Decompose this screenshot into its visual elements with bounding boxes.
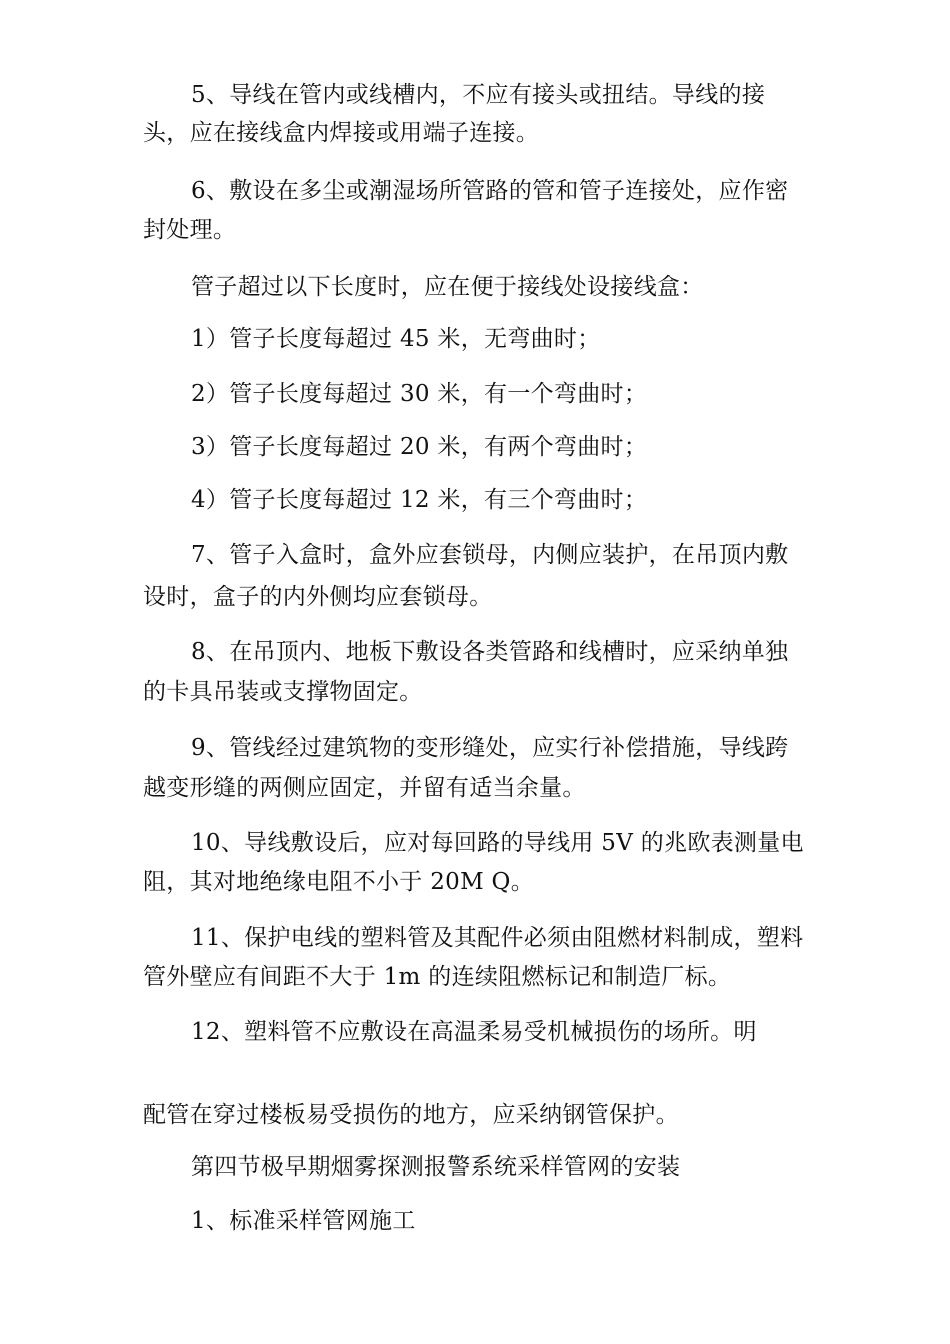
list-item-4: 4）管子长度每超过 12 米，有三个弯曲时； <box>191 487 648 513</box>
paragraph-5-line-2: 头，应在接线盒内焊接或用端子连接。 <box>143 120 540 146</box>
paragraph-8-line-1: 8、在吊顶内、地板下敷设各类管路和线槽时，应采纳单独 <box>191 639 789 665</box>
paragraph-12-line-1: 12、塑料管不应敷设在高温柔易受机械损伤的场所。明 <box>191 1019 757 1045</box>
list-item-2: 2）管子长度每超过 30 米，有一个弯曲时； <box>191 381 648 407</box>
paragraph-11-line-2: 管外壁应有间距不大于 1m 的连续阻燃标记和制造厂标。 <box>143 964 732 990</box>
paragraph-10-line-1: 10、导线敷设后，应对每回路的导线用 5V 的兆欧表测量电 <box>191 830 804 856</box>
sub-heading: 1、标准采样管网施工 <box>191 1208 416 1234</box>
paragraph-10-line-2: 阻，其对地绝缘电阻不小于 20M Q。 <box>143 869 534 895</box>
paragraph-5-line-1: 5、导线在管内或线槽内，不应有接头或扭结。导线的接 <box>191 82 766 108</box>
paragraph-6-line-2: 封处理。 <box>143 217 237 243</box>
paragraph-6-line-1: 6、敷设在多尘或潮湿场所管路的管和管子连接处，应作密 <box>191 178 789 204</box>
list-item-3: 3）管子长度每超过 20 米，有两个弯曲时； <box>191 434 648 460</box>
list-item-1: 1）管子长度每超过 45 米，无弯曲时； <box>191 326 601 352</box>
paragraph-12-line-2: 配管在穿过楼板易受损伤的地方，应采纳钢管保护。 <box>143 1102 679 1128</box>
junction-box-intro: 管子超过以下长度时，应在便于接线处设接线盒： <box>191 274 704 300</box>
paragraph-7-line-1: 7、管子入盒时，盒外应套锁母，内侧应装护，在吊顶内敷 <box>191 542 789 568</box>
paragraph-8-line-2: 的卡具吊装或支撑物固定。 <box>143 679 423 705</box>
paragraph-7-line-2: 设时，盒子的内外侧均应套锁母。 <box>143 584 493 610</box>
section-heading: 第四节极早期烟雾探测报警系统采样管网的安装 <box>191 1154 681 1180</box>
paragraph-9-line-1: 9、管线经过建筑物的变形缝处，应实行补偿措施，导线跨 <box>191 735 789 761</box>
paragraph-11-line-1: 11、保护电线的塑料管及其配件必须由阻燃材料制成，塑料 <box>191 925 804 951</box>
paragraph-9-line-2: 越变形缝的两侧应固定，并留有适当余量。 <box>143 775 586 801</box>
